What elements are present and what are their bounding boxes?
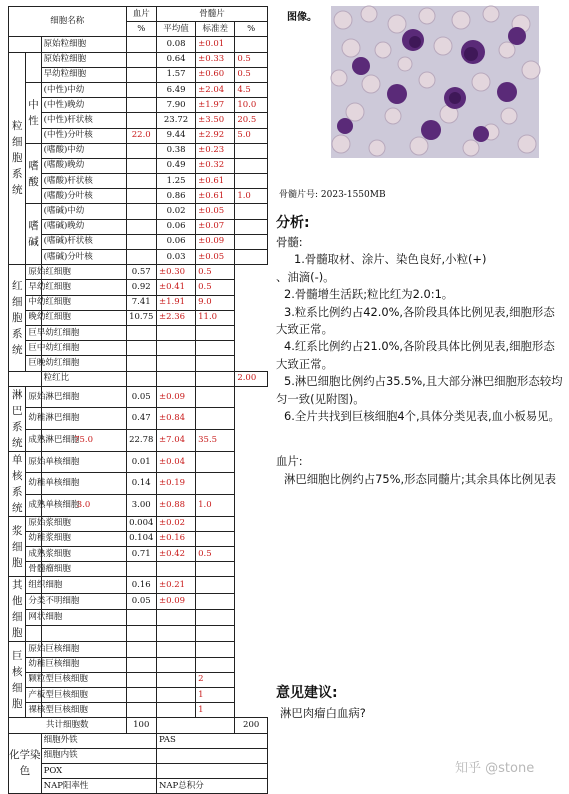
- cell-name: (嗜碱)分叶核: [41, 250, 126, 265]
- blood-percent: [126, 67, 156, 82]
- cell-name: 成熟淋巴细胞: [26, 430, 41, 452]
- category-cell: 粒细胞系统: [9, 52, 26, 265]
- table-row: [9, 234, 268, 249]
- table-row: [9, 371, 268, 386]
- marrow-percent: 1: [196, 688, 235, 703]
- cell-name: 网状细胞: [26, 609, 41, 625]
- category-cell: 单核系统: [9, 451, 26, 516]
- marrow-percent: [235, 158, 268, 173]
- header-mean: 平均值: [156, 22, 195, 37]
- marrow-percent: [235, 37, 268, 52]
- chem-stain-name: NAP总积分: [156, 779, 267, 794]
- table-row: [9, 495, 268, 517]
- cell-name: 巨中幼红细胞: [26, 341, 41, 356]
- table-row: [9, 341, 268, 356]
- marrow-percent: [196, 609, 235, 625]
- marrow-percent: [196, 341, 235, 356]
- marrow-percent: [235, 143, 268, 158]
- sd-value: ±0.01: [196, 37, 235, 52]
- table-row: [9, 250, 268, 265]
- mean-value: 0.03: [156, 250, 195, 265]
- cell-name: 原始粒细胞: [41, 52, 126, 67]
- header-sd: 标准差: [196, 22, 235, 37]
- marrow-percent: [196, 642, 235, 657]
- marrow-percent: 1.0: [235, 189, 268, 204]
- mean-value: [126, 642, 156, 657]
- table-row: [9, 325, 268, 340]
- marrow-percent: [196, 531, 235, 546]
- cell-name: (中性)中幼: [41, 82, 126, 97]
- blood-percent: [126, 158, 156, 173]
- table-row: [9, 672, 268, 687]
- marrow-percent: [235, 174, 268, 189]
- marrow-percent: [235, 234, 268, 249]
- analysis-item-5: 5.淋巴细胞比例约占35.5%,且大部分淋巴细胞形态较均匀一致(见附图)。: [276, 374, 563, 406]
- category-cell: 淋巴系统: [9, 386, 26, 451]
- mean-value: 0.05: [126, 386, 156, 408]
- marrow-percent: [235, 250, 268, 265]
- marrow-percent: 20.5: [235, 113, 268, 128]
- marrow-percent: 35.5: [196, 430, 235, 452]
- mean-value: 7.90: [156, 98, 195, 113]
- cell-name: (嗜酸)晚幼: [41, 158, 126, 173]
- cell-name: 幼稚浆细胞: [26, 531, 41, 546]
- table-row: [9, 219, 268, 234]
- analysis-item-1b: 、油滴(-)。: [276, 269, 335, 284]
- sd-value: ±0.32: [196, 158, 235, 173]
- blood-percent: [126, 98, 156, 113]
- blood-percent: [126, 234, 156, 249]
- blood-percent: 75.0: [41, 430, 126, 452]
- marrow-percent: [196, 325, 235, 340]
- sd-value: [156, 341, 195, 356]
- mean-value: 3.00: [126, 495, 156, 517]
- marrow-percent: [196, 577, 235, 593]
- sd-value: ±1.97: [196, 98, 235, 113]
- sd-value: [156, 688, 195, 703]
- table-row: [9, 547, 268, 562]
- cell-name: 晚幼红细胞: [26, 310, 41, 325]
- sd-value: ±0.41: [156, 280, 195, 295]
- mean-value: [126, 688, 156, 703]
- cell-name: (嗜酸)分叶核: [41, 189, 126, 204]
- table-row: [9, 82, 268, 97]
- sd-value: [156, 356, 195, 371]
- marrow-percent: 0.5: [235, 52, 268, 67]
- sd-value: ±0.42: [156, 547, 195, 562]
- chem-stain-name: 细胞内铁: [41, 748, 156, 763]
- table-row: [9, 67, 268, 82]
- sd-value: ±0.60: [196, 67, 235, 82]
- mean-value: 0.06: [156, 219, 195, 234]
- table-row: [9, 280, 268, 295]
- marrow-percent: 2: [196, 672, 235, 687]
- blood-percent: [126, 52, 156, 67]
- marrow-percent: [196, 356, 235, 371]
- total-blood: 100: [126, 718, 156, 733]
- sd-value: ±0.61: [196, 189, 235, 204]
- sd-value: [196, 371, 235, 386]
- header-marrow-percent: %: [235, 22, 268, 37]
- cell-name: (嗜酸)中幼: [41, 143, 126, 158]
- cell-name: (嗜酸)杆状核: [41, 174, 126, 189]
- cell-name: 原始巨核细胞: [26, 642, 41, 657]
- mean-value: [126, 626, 156, 642]
- sd-value: ±0.16: [156, 531, 195, 546]
- sd-value: ±2.92: [196, 128, 235, 143]
- marrow-percent: [196, 451, 235, 473]
- sd-value: ±3.50: [196, 113, 235, 128]
- cell-name: 原始红细胞: [26, 265, 41, 280]
- cell-name: 中幼红细胞: [26, 295, 41, 310]
- mean-value: 7.41: [126, 295, 156, 310]
- table-row: [9, 113, 268, 128]
- mean-value: 22.78: [126, 430, 156, 452]
- cell-name: 幼稚淋巴细胞: [26, 408, 41, 430]
- total-marrow: 200: [235, 718, 268, 733]
- cell-name: 幼稚单核细胞: [26, 473, 41, 495]
- mean-value: 0.14: [126, 473, 156, 495]
- blood-percent: [126, 250, 156, 265]
- sd-value: ±0.05: [196, 250, 235, 265]
- total-label: 共计细胞数: [9, 718, 127, 733]
- sd-value: ±0.02: [156, 516, 195, 531]
- table-row: [9, 128, 268, 143]
- analysis-item-1: 1.骨髓取材、涂片、染色良好,小粒(+): [294, 252, 487, 267]
- cell-name: [26, 626, 41, 642]
- cell-name: 原始粒细胞: [41, 37, 126, 52]
- blood-percent: [126, 113, 156, 128]
- sd-value: ±0.09: [196, 234, 235, 249]
- cell-name: 分类不明细胞: [26, 593, 41, 609]
- category-cell: 化学染色: [9, 733, 42, 794]
- mean-value: 0.57: [126, 265, 156, 280]
- mean-value: 0.38: [156, 143, 195, 158]
- table-row: [9, 593, 268, 609]
- cell-name: 早幼红细胞: [26, 280, 41, 295]
- table-row: [9, 356, 268, 371]
- header-blood: 血片: [126, 7, 156, 22]
- mean-value: 1.57: [156, 67, 195, 82]
- marrow-percent: 9.0: [196, 295, 235, 310]
- table-row: [9, 451, 268, 473]
- sd-value: ±1.91: [156, 295, 195, 310]
- marrow-percent: 10.0: [235, 98, 268, 113]
- subcategory-cell: 中性: [26, 82, 41, 143]
- table-row: [9, 688, 268, 703]
- table-row: [9, 386, 268, 408]
- cell-name: 巨早幼红细胞: [26, 325, 41, 340]
- table-row: [9, 37, 268, 52]
- mean-value: 23.72: [156, 113, 195, 128]
- mean-value: 1.25: [156, 174, 195, 189]
- chem-stain-empty: [156, 763, 267, 778]
- mean-value: 0.71: [126, 547, 156, 562]
- table-row: [9, 408, 268, 430]
- cell-name: (中性)分叶核: [41, 128, 126, 143]
- opinion-text: 淋巴肉瘤白血病?: [280, 706, 366, 720]
- opinion-section: [276, 682, 566, 722]
- header-blood-percent: %: [126, 22, 156, 37]
- sd-value: [156, 672, 195, 687]
- cell-name: (中性)杆状核: [41, 113, 126, 128]
- mean-value: 0.16: [126, 577, 156, 593]
- mean-value: [156, 371, 195, 386]
- cell-name: 裸核型巨核细胞: [26, 703, 41, 718]
- mean-value: 6.49: [156, 82, 195, 97]
- table-row: [9, 642, 268, 657]
- category-cell: 其他细胞: [9, 577, 26, 642]
- marrow-percent: 11.0: [196, 310, 235, 325]
- cell-name: 幼稚巨核细胞: [26, 657, 41, 672]
- table-row: [9, 52, 268, 67]
- marrow-percent: [235, 219, 268, 234]
- subcategory-cell: 嗜酸: [26, 143, 41, 204]
- mean-value: 10.75: [126, 310, 156, 325]
- mean-value: [126, 672, 156, 687]
- opinion-heading: 意见建议:: [276, 685, 338, 701]
- marrow-title: 骨髓:: [276, 235, 303, 249]
- analysis-section: [276, 212, 566, 488]
- table-row: [9, 204, 268, 219]
- table-row: [9, 531, 268, 546]
- marrow-percent: [196, 593, 235, 609]
- cell-count-table: [8, 6, 268, 794]
- mean-value: 0.64: [156, 52, 195, 67]
- mean-value: 0.004: [126, 516, 156, 531]
- sd-value: ±0.09: [156, 593, 195, 609]
- table-row: [9, 295, 268, 310]
- blood-percent: 3.0: [41, 495, 126, 517]
- mean-value: [126, 341, 156, 356]
- sd-value: ±0.04: [156, 451, 195, 473]
- table-row: [9, 657, 268, 672]
- bone-marrow-micrograph: [331, 6, 539, 158]
- mean-value: [126, 356, 156, 371]
- table-row: [9, 562, 268, 577]
- marrow-percent: [196, 408, 235, 430]
- sd-value: ±0.23: [196, 143, 235, 158]
- cell-name: 成熟浆细胞: [26, 547, 41, 562]
- mean-value: 0.08: [156, 37, 195, 52]
- header-cell-name: 细胞名称: [9, 7, 127, 37]
- total-empty: [156, 718, 234, 733]
- marrow-percent: 1.0: [196, 495, 235, 517]
- table-row: [9, 98, 268, 113]
- sd-value: ±0.33: [196, 52, 235, 67]
- table-row: [9, 430, 268, 452]
- header-marrow: 骨髓片: [156, 7, 267, 22]
- category-cell-empty: [9, 37, 42, 52]
- mean-value: [126, 703, 156, 718]
- cell-name: 产板型巨核细胞: [26, 688, 41, 703]
- sd-value: ±0.30: [156, 265, 195, 280]
- mean-value: [126, 562, 156, 577]
- chem-stain-name: NAP阳率性: [41, 779, 156, 794]
- mean-value: 0.86: [156, 189, 195, 204]
- sd-value: ±0.88: [156, 495, 195, 517]
- cell-name: 巨晚幼红细胞: [26, 356, 41, 371]
- sd-value: ±2.04: [196, 82, 235, 97]
- sd-value: [156, 626, 195, 642]
- mean-value: 0.49: [156, 158, 195, 173]
- table-row: [9, 703, 268, 718]
- chem-stain-empty: [156, 748, 267, 763]
- cell-name: 原始淋巴细胞: [26, 386, 41, 408]
- mean-value: [126, 657, 156, 672]
- subcategory-cell: 嗜碱: [26, 204, 41, 265]
- blood-percent: [126, 174, 156, 189]
- cell-name: 原始单核细胞: [26, 451, 41, 473]
- blood-text: 淋巴细胞比例约占75%,形态同髓片;其余具体比例见表: [284, 471, 556, 486]
- blood-percent: [126, 371, 156, 386]
- sd-value: ±0.05: [196, 204, 235, 219]
- subcategory-cell: [26, 52, 41, 82]
- cell-name: 骨髓瘤细胞: [26, 562, 41, 577]
- mean-value: 0.47: [126, 408, 156, 430]
- cell-name: 粒红比: [41, 371, 126, 386]
- sd-value: ±0.61: [196, 174, 235, 189]
- analysis-item-4: 4.红系比例约占21.0%,各阶段具体比例见表,细胞形态大致正常。: [276, 339, 555, 371]
- sd-value: ±0.07: [196, 219, 235, 234]
- marrow-percent: 4.5: [235, 82, 268, 97]
- mean-value: 0.06: [156, 234, 195, 249]
- marrow-percent: 0.5: [196, 280, 235, 295]
- table-row: [9, 626, 268, 642]
- chem-stain-name: PAS: [156, 733, 267, 748]
- chem-stain-name: POX: [41, 763, 156, 778]
- mean-value: 0.01: [126, 451, 156, 473]
- table-row: [9, 473, 268, 495]
- analysis-item-6: 6.全片共找到巨核细胞4个,具体分类见表,血小板易见。: [284, 409, 560, 424]
- blood-percent: [126, 189, 156, 204]
- sd-value: [156, 562, 195, 577]
- analysis-item-3: 3.粒系比例约占42.0%,各阶段具体比例见表,细胞形态大致正常。: [276, 304, 555, 337]
- table-row: [9, 189, 268, 204]
- cell-name: 原始浆细胞: [26, 516, 41, 531]
- sd-value: [156, 609, 195, 625]
- marrow-percent: [196, 562, 235, 577]
- marrow-percent: [235, 204, 268, 219]
- sd-value: ±0.84: [156, 408, 195, 430]
- blood-percent: [126, 82, 156, 97]
- mean-value: 0.104: [126, 531, 156, 546]
- table-row: [9, 174, 268, 189]
- mean-value: [126, 609, 156, 625]
- category-cell: 巨核细胞: [9, 642, 26, 718]
- marrow-percent: [196, 386, 235, 408]
- mean-value: [126, 325, 156, 340]
- mean-value: 0.92: [126, 280, 156, 295]
- table-row: [9, 516, 268, 531]
- cell-name: 颗粒型巨核细胞: [26, 672, 41, 687]
- table-row: [9, 143, 268, 158]
- blood-percent: [126, 143, 156, 158]
- blood-percent: [126, 204, 156, 219]
- sd-value: ±0.21: [156, 577, 195, 593]
- marrow-percent: [196, 626, 235, 642]
- category-cell: 红细胞系统: [9, 265, 26, 371]
- marrow-percent: 0.5: [235, 67, 268, 82]
- cell-name: (嗜碱)晚幼: [41, 219, 126, 234]
- marrow-percent: [196, 657, 235, 672]
- blood-percent: [126, 219, 156, 234]
- table-row: [9, 577, 268, 593]
- table-row: [9, 609, 268, 625]
- analysis-item-2: 2.骨髓增生活跃;粒比红为2.0:1。: [284, 287, 454, 302]
- cell-name: 早幼粒细胞: [41, 67, 126, 82]
- marrow-percent: [196, 473, 235, 495]
- blood-percent: [126, 37, 156, 52]
- category-cell-empty: [9, 371, 42, 386]
- sd-value: [156, 657, 195, 672]
- marrow-percent: 0.5: [196, 547, 235, 562]
- marrow-percent: 1: [196, 703, 235, 718]
- table-row: [9, 310, 268, 325]
- marrow-percent: 0.5: [196, 265, 235, 280]
- marrow-percent: 2.00: [235, 371, 268, 386]
- marrow-percent: 5.0: [235, 128, 268, 143]
- mean-value: 9.44: [156, 128, 195, 143]
- cell-name: 成熟单核细胞: [26, 495, 41, 517]
- cell-name: (嗜碱)杆状核: [41, 234, 126, 249]
- sd-value: [156, 325, 195, 340]
- table-row: [9, 265, 268, 280]
- sd-value: [156, 703, 195, 718]
- sd-value: ±7.04: [156, 430, 195, 452]
- image-caption: 图像。: [287, 12, 317, 23]
- cell-name: 组织细胞: [26, 577, 41, 593]
- marrow-percent: [196, 516, 235, 531]
- specimen-number: 骨髓片号: 2023-1550MB: [279, 190, 386, 200]
- analysis-heading: 分析:: [276, 215, 310, 231]
- blood-percent: [41, 626, 126, 642]
- cell-name: (中性)晚幼: [41, 98, 126, 113]
- blood-title: 血片:: [276, 454, 303, 469]
- watermark: 知乎 @stone: [455, 761, 535, 776]
- sd-value: [156, 642, 195, 657]
- category-cell: 浆细胞: [9, 516, 26, 577]
- sd-value: ±2.36: [156, 310, 195, 325]
- sd-value: ±0.19: [156, 473, 195, 495]
- mean-value: 0.02: [156, 204, 195, 219]
- sd-value: ±0.09: [156, 386, 195, 408]
- table-row: [9, 158, 268, 173]
- chem-stain-name: 细胞外铁: [41, 733, 156, 748]
- mean-value: 0.05: [126, 593, 156, 609]
- blood-percent: 22.0: [126, 128, 156, 143]
- cell-name: (嗜碱)中幼: [41, 204, 126, 219]
